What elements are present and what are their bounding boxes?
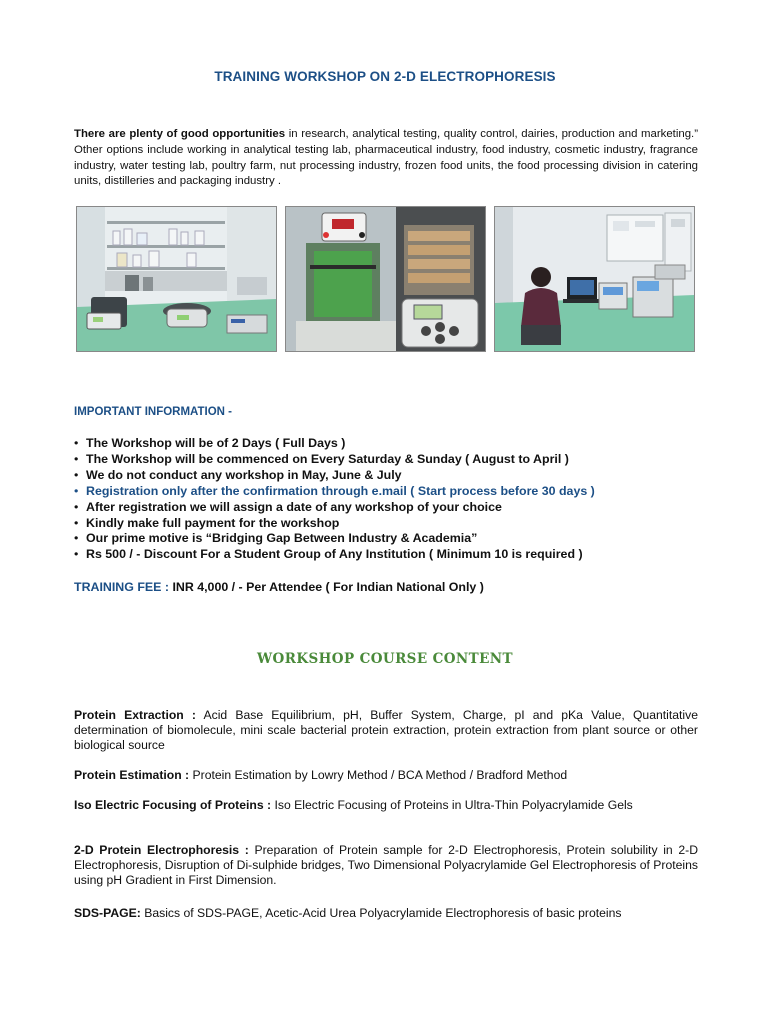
topic-text: Protein Estimation by Lowry Method / BCA Method / Bradford Method	[189, 768, 568, 782]
electrophoresis-equipment-photo	[285, 206, 486, 352]
topic-text: Iso Electric Focusing of Proteins in Ultra-Thin Polyacrylamide Gels	[271, 798, 633, 812]
intro-paragraph	[74, 127, 698, 190]
intro-lead: There are plenty of good opportunities	[74, 128, 286, 140]
page-title: TRAINING WORKSHOP ON 2-D ELECTROPHORESIS	[214, 69, 556, 84]
list-item: • The Workshop will be of 2 Days ( Full Days )	[74, 436, 714, 452]
course-content-heading: WORKSHOP COURSE CONTENT	[257, 651, 513, 667]
training-fee	[74, 580, 484, 594]
photo-row	[76, 206, 696, 352]
list-item: • We do not conduct any workshop in May, June & July	[74, 468, 714, 484]
researcher-at-computer-photo	[494, 206, 695, 352]
list-item: • Kindly make full payment for the workshop	[74, 516, 714, 532]
topic-title: Protein Extraction :	[74, 708, 196, 722]
topic-title: SDS-PAGE:	[74, 906, 141, 920]
list-item: • After registration we will assign a date of any workshop of your choice	[74, 500, 714, 516]
list-item-registration: • Registration only after the confirmation through e.mail ( Start process before 30 days )	[74, 484, 714, 500]
topic-title: 2-D Protein Electrophoresis :	[74, 843, 249, 857]
topic-text: Basics of SDS-PAGE, Acetic-Acid Urea Polyacrylamide Electrophoresis of basic proteins	[140, 906, 622, 920]
topic-protein-estimation	[74, 768, 698, 783]
important-info-list	[74, 436, 714, 563]
training-fee-label: TRAINING FEE :	[74, 580, 169, 594]
intro-text: in research, analytical testing, quality control, dairies, production and marketing.” Other options include working in analytical testing lab, pharmaceutical industry, food industry, cosmetic industry, fragrance industry, water testing lab, poultry farm, nut processing industry, frozen food units, the food processing division in catering units, distilleries and packaging industry .	[74, 128, 699, 188]
list-item: • Our prime motive is “Bridging Gap Between Industry & Academia”	[74, 531, 714, 547]
training-fee-value: INR 4,000 / - Per Attendee ( For Indian National Only )	[169, 580, 484, 594]
important-info-heading: IMPORTANT INFORMATION -	[74, 406, 232, 418]
topic-text: Preparation of Protein sample for 2-D Electrophoresis, Protein solubility in 2-D Electrophoresis, Disruption of Di-sulphide bridges, Two Dimensional Polyacrylamide Gel Electrophoresis of Proteins using pH Gradient in First Dimension.	[74, 843, 699, 887]
topic-title: Iso Electric Focusing of Proteins :	[74, 798, 272, 812]
lab-bench-photo	[76, 206, 277, 352]
list-item: • The Workshop will be commenced on Every Saturday & Sunday ( August to April )	[74, 452, 714, 468]
topic-iso-electric-focusing	[74, 798, 698, 813]
topic-sds-page	[74, 906, 698, 921]
list-item: • Rs 500 / - Discount For a Student Group of Any Institution ( Minimum 10 is required )	[74, 547, 714, 563]
topic-2d-electrophoresis	[74, 843, 698, 887]
topic-title: Protein Estimation :	[74, 768, 190, 782]
topic-text: Acid Base Equilibrium, pH, Buffer System, Charge, pI and pKa Value, Quantitative determination of biomolecule, mini scale bacterial protein extraction, protein extraction from plant source or other biological source	[74, 708, 698, 752]
topic-protein-extraction	[74, 708, 698, 752]
